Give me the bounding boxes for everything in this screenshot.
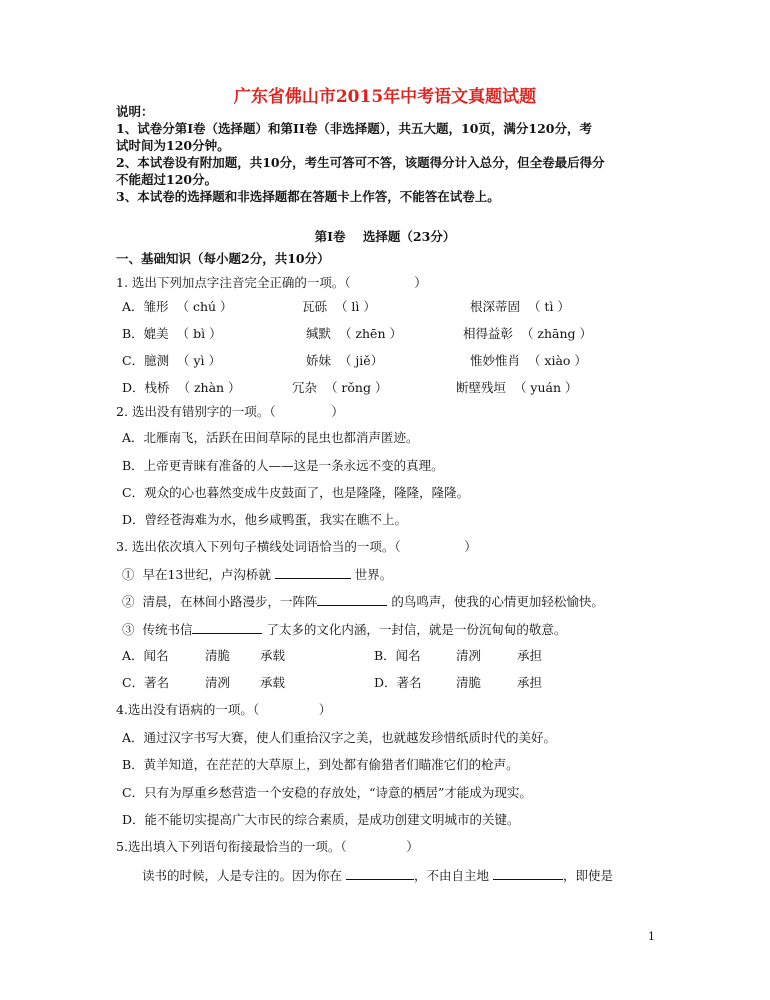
- q3-sentence-1: [122, 566, 392, 583]
- q5-text-c: ，即使是: [562, 868, 613, 883]
- q2-option-c: C．观众的心也暮然变成牛皮鼓面了，也是隆隆，隆隆，隆隆。: [122, 485, 470, 500]
- q3-blank-2: [317, 593, 387, 606]
- note-line-2: 试时间为120分钟。: [116, 138, 230, 153]
- section-header: 第Ⅰ卷 选择题（23分）: [314, 229, 456, 244]
- q2-stem: 2. 选出没有错别字的一项。（ ）: [116, 404, 344, 419]
- q1-a-2: 瓦砾 （ lì ）: [302, 299, 376, 314]
- q1-d-1: D．栈桥 （ zhàn ）: [122, 380, 241, 395]
- q3-a-2: 清脆: [205, 648, 231, 663]
- q1-c-3: 惟妙惟肖 （ xiào ）: [470, 353, 587, 368]
- q3-a-3: 承载: [260, 648, 286, 663]
- q3-s1-a: ① 早在13世纪，卢沟桥就: [122, 567, 275, 582]
- q4-option-b: B．黄羊知道，在茫茫的大草原上，到处都有偷猎者们瞄准它们的枪声。: [122, 757, 519, 772]
- q2-option-b: B．上帝更青睐有准备的人——这是一条永远不变的真理。: [122, 458, 444, 473]
- page-number: 1: [648, 930, 655, 943]
- q3-b-2: 清冽: [456, 648, 482, 663]
- q5-text-a: 读书的时候，人是专注的。因为你在: [142, 868, 346, 883]
- q1-d-2: 冗杂 （ rǒng ）: [292, 380, 388, 395]
- q1-b-3: 相得益彰 （ zhāng ）: [463, 326, 593, 341]
- q1-c-2: 娇妹 （ jiě）: [306, 353, 384, 368]
- q3-s2-a: ② 清晨，在林间小路漫步，一阵阵: [122, 594, 318, 609]
- q5-text: [142, 867, 613, 884]
- q4-option-d: D．能不能切实提高广大市民的综合素质，是成功创建文明城市的关键。: [122, 812, 520, 827]
- q3-d-1: D．著名: [374, 675, 422, 690]
- note-line-3: 2、本试卷设有附加题，共10分，考生可答可不答，该题得分计入总分，但全卷最后得分: [116, 155, 605, 170]
- notes-label: 说明：: [116, 104, 154, 119]
- note-line-5: 3、本试卷的选择题和非选择题都在答题卡上作答，不能答在试卷上。: [116, 189, 500, 204]
- q1-b-2: 缄默 （ zhēn ）: [306, 326, 402, 341]
- q3-c-1: C．著名: [122, 675, 170, 690]
- q1-c-1: C．臆测 （ yì ）: [122, 353, 222, 368]
- q3-c-3: 承载: [260, 675, 286, 690]
- q2-option-a: A．北雁南飞，活跃在田间草际的昆虫也都消声匿迹。: [122, 430, 419, 445]
- q3-blank-3: [192, 621, 262, 634]
- q3-s2-b: 的鸟鸣声，使我的心情更加轻松愉快。: [387, 594, 604, 609]
- page-title: 广东省佛山市2015年中考语文真题试题: [233, 87, 537, 107]
- q1-d-3: 断壁残垣 （ yuán ）: [456, 380, 578, 395]
- q1-a-3: 根深蒂固 （ tì ）: [470, 299, 570, 314]
- q4-stem: 4.选出没有语病的一项。（ ）: [116, 702, 332, 717]
- q3-d-2: 清脆: [456, 675, 482, 690]
- note-line-1: 1、试卷分第Ⅰ卷（选择题）和第II卷（非选择题），共五大题，10页，满分120分，考: [116, 121, 592, 136]
- note-line-4: 不能超过120分。: [116, 172, 218, 187]
- q4-option-c: C．只有为厚重乡愁营造一个安稳的存放处，“诗意的栖居”才能成为现实。: [122, 785, 532, 800]
- q5-blank-2: [493, 867, 563, 880]
- q4-option-a: A．通过汉字书写大赛，使人们重拾汉字之美，也就越发珍惜纸质时代的美好。: [122, 730, 557, 745]
- q1-a-1: A．雏形 （ chú ）: [122, 299, 233, 314]
- q3-sentence-2: [122, 593, 604, 610]
- q3-b-1: B．闻名: [374, 648, 421, 663]
- q3-sentence-3: [122, 621, 566, 638]
- q3-s3-b: 了太多的文化内涵，一封信，就是一份沉甸甸的敬意。: [262, 622, 567, 637]
- q3-a-1: A．闻名: [122, 648, 169, 663]
- q2-option-d: D．曾经苍海难为水，他乡咸鸭蛋，我实在瞧不上。: [122, 512, 408, 527]
- q5-text-b: ，不由自主地: [413, 868, 493, 883]
- q3-s1-b: 世界。: [350, 567, 393, 582]
- q3-b-3: 承担: [517, 648, 543, 663]
- q3-s3-a: ③ 传统书信: [122, 622, 193, 637]
- q3-d-3: 承担: [517, 675, 543, 690]
- q3-c-2: 清冽: [205, 675, 231, 690]
- part-one-heading: 一、基础知识（每小题2分，共10分）: [116, 251, 330, 266]
- q3-blank-1: [275, 566, 351, 579]
- q1-b-1: B．媲美 （ bì ）: [122, 326, 222, 341]
- q3-stem: 3. 选出依次填入下列句子横线处词语恰当的一项。（ ）: [116, 539, 477, 554]
- q1-stem: 1. 选出下列加点字注音完全正确的一项。（ ）: [116, 275, 427, 290]
- q5-blank-1: [346, 867, 414, 880]
- q5-stem: 5.选出填入下列语句衔接最恰当的一项。（ ）: [116, 839, 419, 854]
